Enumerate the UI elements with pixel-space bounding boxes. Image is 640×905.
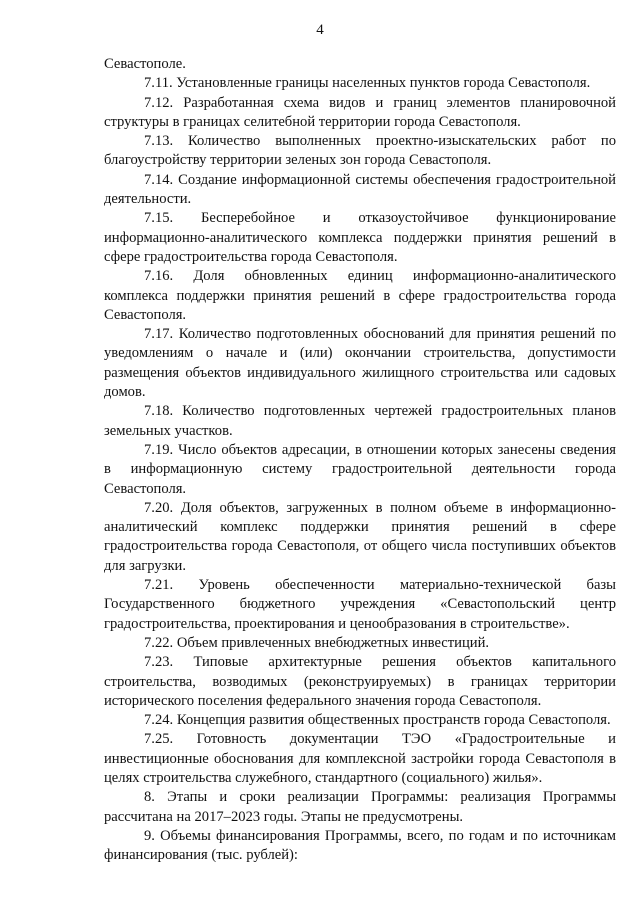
paragraph-7-17: 7.17. Количество подготовленных обоснований для принятия решений по уведомлениям о начале и (или) окончании строительства, допустимости размещения объектов индивидуального жилищного строительства или садовых домов.	[104, 326, 616, 401]
paragraph-9: 9. Объемы финансирования Программы, всего, по годам и по источникам финансирования (тыс. рублей):	[104, 827, 616, 864]
paragraph-7-12: 7.12. Разработанная схема видов и границ элементов планировочной структуры в границах селитебной территории города Севастополя.	[104, 94, 616, 130]
paragraph-continuation: Севастополе.	[104, 56, 186, 72]
paragraph-7-15: 7.15. Бесперебойное и отказоустойчивое функционирование информационно-аналитического комплекса поддержки принятия решений в сфере градостроительства города Севастополя.	[104, 210, 616, 265]
paragraph-7-20: 7.20. Доля объектов, загруженных в полном объеме в информационно-аналитический комплекс поддержки принятия решений в сфере градостроительства города Севастополя, от общего числа поступивших объектов для загрузки.	[104, 499, 616, 574]
paragraph-7-23: 7.23. Типовые архитектурные решения объектов капитального строительства, возводимых (реконструируемых) в границах территории исторического поселения федерального значения города Севастополя.	[104, 654, 616, 709]
paragraph-7-25: 7.25. Готовность документации ТЭО «Градостроительные и инвестиционные обоснования для комплексной застройки города Севастополя в целях строительства служебного, стандартного (социального) жилья».	[104, 731, 616, 786]
paragraph-7-13: 7.13. Количество выполненных проектно-изыскательских работ по благоустройству территории зеленых зон города Севастополя.	[104, 133, 616, 169]
page-number: 4	[316, 22, 324, 38]
paragraph-7-21: 7.21. Уровень обеспеченности материально-технической базы Государственного бюджетного учреждения «Севастопольский центр градостроительства, проектирования и ценообразования в строительстве».	[104, 577, 616, 632]
document-body	[104, 55, 616, 865]
paragraph-7-18: 7.18. Количество подготовленных чертежей градостроительных планов земельных участков.	[104, 403, 616, 439]
paragraph-8: 8. Этапы и сроки реализации Программы: реализация Программы рассчитана на 2017–2023 годы. Этапы не предусмотрены.	[104, 789, 616, 825]
paragraph-7-19: 7.19. Число объектов адресации, в отношении которых занесены сведения в информационную систему градостроительной деятельности города Севастополя.	[104, 441, 616, 497]
paragraph-7-14: 7.14. Создание информационной системы обеспечения градостроительной деятельности.	[104, 171, 616, 208]
paragraph-7-22: 7.22. Объем привлеченных внебюджетных инвестиций.	[144, 634, 490, 651]
paragraph-7-16: 7.16. Доля обновленных единиц информационно-аналитического комплекса поддержки принятия решений в сфере градостроительства города Севастополя.	[104, 268, 616, 323]
paragraph-7-11: 7.11. Установленные границы населенных пунктов города Севастополя.	[144, 75, 591, 92]
paragraph-7-24: 7.24. Концепция развития общественных пространств города Севастополя.	[144, 712, 611, 729]
